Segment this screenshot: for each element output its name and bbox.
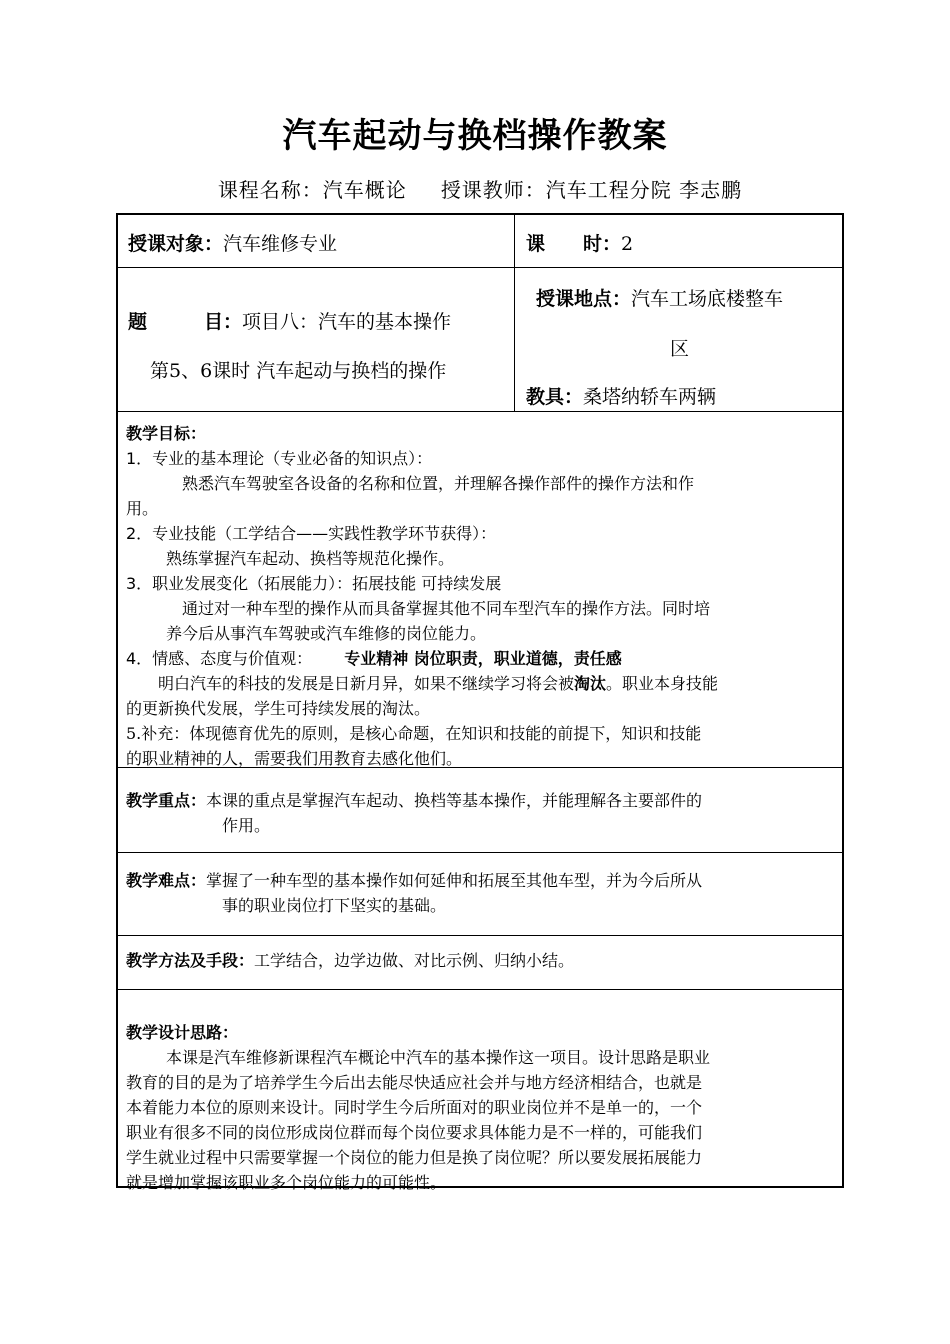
- row-divider: [118, 411, 842, 412]
- tools-label: 教具：: [526, 386, 584, 408]
- place-label: 授课地点：: [536, 288, 632, 310]
- objective-1-title: 1．专业的基本理论（专业必备的知识点）：: [126, 449, 433, 468]
- objective-3-text-cont: 养今后从事汽车驾驶或汽车维修的岗位能力。: [166, 624, 487, 643]
- row-divider: [118, 267, 842, 268]
- document-title: 汽车起动与换档操作教案: [282, 116, 668, 156]
- objective-4-text-cont: 的更新换代发展，学生可持续发展的淘汰。: [126, 699, 431, 718]
- design-line: 本课是汽车维修新课程汽车概论中汽车的基本操作这一项目。设计思路是职业: [166, 1048, 711, 1067]
- place-value: 汽车工场底楼整车: [631, 288, 784, 310]
- methods-text: 工学结合，边学边做、对比示例、归纳小结。: [254, 951, 575, 970]
- tools-cell: [526, 382, 716, 409]
- methods-section: [126, 948, 836, 973]
- difficulties-label: 教学难点：: [126, 871, 207, 890]
- column-divider: [514, 215, 515, 411]
- methods-label: 教学方法及手段：: [126, 951, 255, 970]
- key-points-section: [126, 788, 836, 838]
- objective-5-text: 5.补充：体现德育优先的原则，是核心命题，在知识和技能的前提下，知识和技能: [126, 724, 702, 743]
- objective-2-text: 熟练掌握汽车起动、换档等规范化操作。: [166, 549, 455, 568]
- design-line: 就是增加掌握该职业多个岗位能力的可能性。: [126, 1173, 447, 1192]
- course-name: 课程名称：汽车概论: [217, 178, 407, 202]
- key-points-label: 教学重点：: [126, 791, 207, 810]
- design-line: 本着能力本位的原则来设计。同时学生今后所面对的职业岗位并不是单一的，一个: [126, 1098, 703, 1117]
- objective-5-text-cont: 的职业精神的人，需要我们用教育去感化他们。: [126, 749, 463, 768]
- objective-1-text-cont: 用。: [126, 499, 159, 518]
- objectives-section: [126, 421, 836, 771]
- key-points-text-cont: 作用。: [222, 816, 271, 835]
- design-section: [126, 1020, 836, 1195]
- objective-3-title: 3．职业发展变化（拓展能力）：拓展技能 可持续发展: [126, 574, 502, 593]
- place-cell: [536, 284, 783, 311]
- design-line: 学生就业过程中只需要掌握一个岗位的能力但是换了岗位呢？所以要发展拓展能力: [126, 1148, 703, 1167]
- audience-label: 授课对象：: [128, 233, 224, 255]
- objective-4-text-part: 。职业本身技能: [606, 674, 719, 693]
- lesson-plan-table: [116, 213, 844, 1192]
- objective-1-text: 熟悉汽车驾驶室各设备的名称和位置，并理解各操作部件的操作方法和作: [182, 474, 695, 493]
- row-divider: [118, 989, 842, 990]
- objective-4-values: 专业精神 岗位职责，职业道德，责任感: [344, 649, 622, 668]
- hours-cell: [526, 229, 633, 256]
- place-value-continued: 区: [670, 338, 690, 360]
- topic-subline: 第5、6课时 汽车起动与换档的操作: [150, 360, 447, 382]
- row-divider: [118, 852, 842, 853]
- tools-value: 桑塔纳轿车两辆: [583, 386, 717, 408]
- hours-value: 2: [621, 233, 634, 255]
- objective-4-text: [126, 671, 836, 696]
- design-line: 教育的目的是为了培养学生今后出去能尽快适应社会并与地方经济相结合，也就是: [126, 1073, 703, 1092]
- difficulties-text: 掌握了一种车型的基本操作如何延伸和拓展至其他车型，并为今后所从: [206, 871, 703, 890]
- difficulties-section: [126, 868, 836, 918]
- objectives-heading: 教学目标：: [126, 424, 207, 443]
- objective-3-text: 通过对一种车型的操作从而具备掌握其他不同车型汽车的操作方法。同时培: [182, 599, 711, 618]
- audience-value: 汽车维修专业: [223, 233, 338, 255]
- objective-4-title: [126, 646, 836, 671]
- topic-label: 题 目：: [128, 311, 243, 333]
- objective-2-title: 2．专业技能（工学结合——实践性教学环节获得）：: [126, 524, 497, 543]
- audience-cell: [128, 229, 337, 256]
- topic-value: 项目八：汽车的基本操作: [242, 311, 452, 333]
- design-heading: 教学设计思路：: [126, 1023, 239, 1042]
- topic-cell: [128, 307, 451, 334]
- row-divider: [118, 935, 842, 936]
- key-points-text: 本课的重点是掌握汽车起动、换档等基本操作，并能理解各主要部件的: [206, 791, 703, 810]
- objective-4-label: 4．情感、态度与价值观：: [126, 649, 313, 668]
- difficulties-text-cont: 事的职业岗位打下坚实的基础。: [222, 896, 447, 915]
- course-info-line: [0, 174, 950, 203]
- hours-label: 课 时：: [526, 233, 622, 255]
- teacher-name: 授课教师：汽车工程分院 李志鹏: [440, 178, 743, 202]
- design-line: 职业有很多不同的岗位形成岗位群而每个岗位要求具体能力是不一样的，可能我们: [126, 1123, 703, 1142]
- objective-4-text-part: 明白汽车的科技的发展是日新月异，如果不继续学习将会被: [158, 674, 575, 693]
- objective-4-emphasis: 淘汰: [574, 674, 607, 693]
